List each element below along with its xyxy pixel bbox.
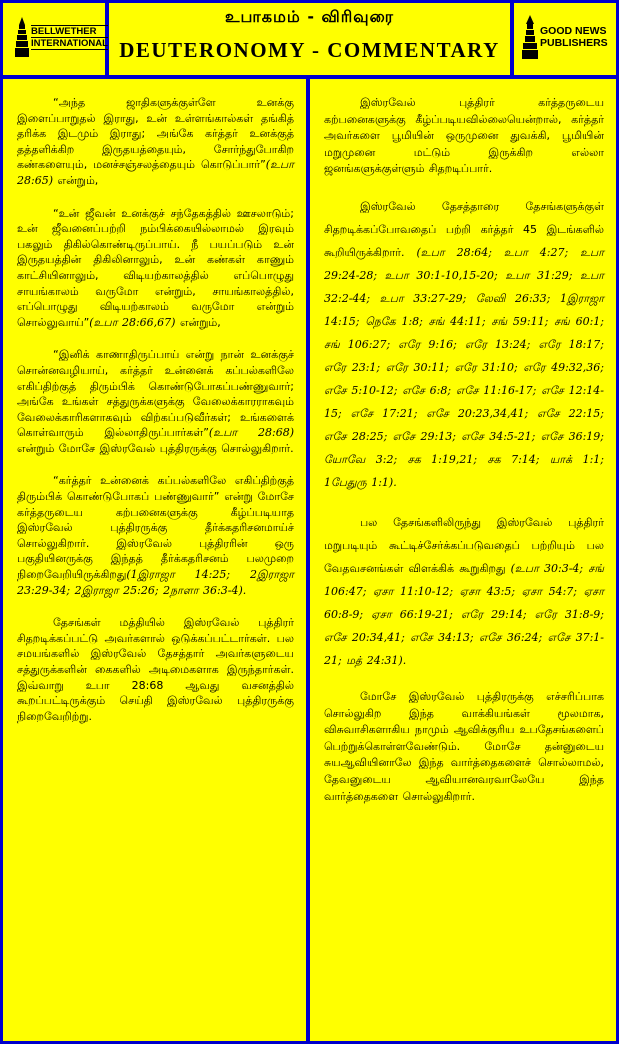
paragraph: மோசே இஸ்ரவேல் புத்திரருக்கு எச்சரிப்பாக சொல்லுகிற இந்த வாக்கியங்கள் மூலமாக, விசுவாசிகளாகிய நாமும் ஆவிக்குரிய உபதேசங்களைப் பெற்றுக்கொள்ளவேண்டும். மோசே தன்னுடைய சுயஆவியினாலே இந்த வார்த்தைகளைச் சொல்லாமல், தேவனுடைய ஆவியானவரவாலேயே இந்த வார்த்தைகளை சொல்லுகிறார். <box>324 689 604 803</box>
scripture-reference: (உபா 28:65) <box>17 158 294 187</box>
bellwether-logo <box>15 17 108 57</box>
left-logo-panel <box>3 3 108 75</box>
right-column <box>310 79 616 1041</box>
paragraph: “அந்த ஜாதிகளுக்குள்ளே உனக்கு இளைப்பாறுதல் இராது, உன் உள்ளங்கால்கள் தங்கித் தரிக்க இடமும் இராது; அங்கே கர்த்தர் உனக்குத் தத்தளிக்கிற இருதயத்தையும், சோர்ந்துபோகிற கண்களையும், மனச்சஞ்சலத்தையும் கொடுப்பார்”(உபா 28:65) என்றும், <box>17 96 294 187</box>
paragraph: “இனிக் காணாதிருப்பாய் என்று நான் உனக்குச் சொன்னவழியாய், கர்த்தர் உன்னைக் கப்பல்களிலே எகிப்திற்குத் திரும்பிக் கொண்டுபோகப்பண்ணுவார்; அங்கே உங்கள் சத்துருக்களுக்கு வேலைக்காரராகவும் வேலைக்காரிகளாகவும் விற்கப்படுவீர்கள்; உங்களைக் கொள்வாரும் இல்லாதிருப்பார்கள்”(உபா 28:68) என்றும் மோசே இஸ்ரவேல் புத்திரருக்கு சொல்லுகிறார். <box>17 348 294 455</box>
paragraph: “கர்த்தர் உன்னைக் கப்பல்களிலே எகிப்திற்குத் திரும்பிக் கொண்டுபோகப் பண்ணுவார்” என்று மோசே கர்த்தருடைய கற்பனைகளுக்கு கீழ்ப்படியாத இஸ்ரவேல் புத்திரருக்கு தீர்க்கதரிசனமாய்ச் சொல்லுகிறார். இஸ்ரவேல் புத்திரரின் ஒரு பகுதியினருக்கு இந்தத் தீர்க்கதரிசனம் பலமுறை நிறைவேறியிருக்கிறது(1இராஜா 14:25; 2இராஜா 23:29-34; 2இராஜா 25:26; 2நாளா 36:3-4). <box>17 474 294 597</box>
paragraph: தேசங்கள் மத்தியில் இஸ்ரவேல் புத்திரர் சிதறடிக்கப்பட்டு அவர்களால் ஒடுக்கப்பட்டார்கள். பல சமயங்களில் இஸ்ரவேல் தேசத்தார் அவர்களுடைய சத்துருக்களின் கைகளில் அடிமைகளாக இருந்தார்கள். இவ்வாறு உபா 28:68 ஆவது வசனத்தில் கூறப்பட்டிருக்கும் செய்தி இஸ்ரவேல் புத்திரருக்கு நிறைவேறிற்று. <box>17 616 294 723</box>
scripture-reference: (உபா 28:68) <box>208 426 294 440</box>
scripture-reference: (உபா 28:64; உபா 4:27; உபா 29:24-28; உபா 30:1-10,15-20; உபா 31:29; உபா 32:2-44; உபா 33:27-29; லேவி 26:33; 1இராஜா 14:15; நெகே 1:8; சங் 44:11; சங் 59:11; சங் 60:1; சங் 106:27; எரே 9:16; எரே 13:24; எரே 18:17; எரே 23:1; எரே 30:11; எரே 31:10; எரே 49:32,36; எசே 5:10-12; எசே 6:8; எசே 11:16-17; எசே 12:14-15; எசே 17:21; எசே 20:23,34,41; எசே 22:15; எசே 28:25; எசே 29:13; எசே 34:5-21; எசே 36:19; யோவே 3:2; சக 1:19,21; சக 7:14; யாக் 1:1; 1பேதுரு 1:1). <box>324 245 604 489</box>
paragraph: பல தேசங்களிலிருந்து இஸ்ரவேல் புத்திரர் மறுபடியும் கூட்டிச்சேர்க்கப்படுவதைப் பற்றியும் பல வேதவசனங்கள் விளக்கிக் கூறுகிறது (உபா 30:3-4; சங் 106:47; ஏசா 11:10-12; ஏசா 43:5; ஏசா 54:7; ஏசா 60:8-9; ஏசா 66:19-21; எரே 29:14; எரே 31:8-9; எசே 20:34,41; எசே 34:13; எசே 36:24; எசே 37:1-21; மத் 24:31). <box>324 515 604 667</box>
page-title-tamil: உபாகமம் - விரிவுரை <box>225 7 394 26</box>
right-logo-line1: GOOD NEWS <box>540 25 607 37</box>
scripture-reference: (உபா 30:3-4; சங் 106:47; ஏசா 11:10-12; ஏசா 43:5; ஏசா 54:7; ஏசா 60:8-9; ஏசா 66:19-21; எரே 29:14; எரே 31:8-9; எசே 20:34,41; எசே 34:13; எசே 36:24; எசே 37:1-21; மத் 24:31). <box>324 561 604 667</box>
right-logo-line2: PUBLISHERS <box>540 37 608 49</box>
tower-icon <box>522 15 538 59</box>
paragraph: இஸ்ரவேல் தேசத்தாரை தேசங்களுக்குள் சிதறடிக்கப்போவதைப் பற்றி கர்த்தர் 45 இடங்களில் கூறியிருக்கிறார். (உபா 28:64; உபா 4:27; உபா 29:24-28; உபா 30:1-10,15-20; உபா 31:29; உபா 32:2-44; உபா 33:27-29; லேவி 26:33; 1இராஜா 14:15; நெகே 1:8; சங் 44:11; சங் 59:11; சங் 60:1; சங் 106:27; எரே 9:16; எரே 13:24; எரே 18:17; எரே 23:1; எரே 30:11; எரே 31:10; எரே 49:32,36; எசே 5:10-12; எசே 6:8; எசே 11:16-17; எசே 12:14-15; எசே 17:21; எசே 20:23,34,41; எசே 22:15; எசே 28:25; எசே 29:13; எசே 34:5-21; எசே 36:19; யோவே 3:2; சக 1:19,21; சக 7:14; யாக் 1:1; 1பேதுரு 1:1). <box>324 199 604 489</box>
scripture-reference: (உபா 28:66,67) <box>89 315 176 329</box>
left-column <box>3 79 306 1041</box>
good-news-logo <box>522 15 608 59</box>
right-logo-panel <box>514 3 616 75</box>
tower-icon <box>15 17 29 57</box>
left-logo-line2: INTERNATIONAL <box>31 37 108 49</box>
left-logo-line1: BELLWETHER <box>31 25 108 37</box>
paragraph: “உன் ஜீவன் உனக்குச் சந்தேகத்தில் ஊசலாடும்; உன் ஜீவனைப்பற்றி நம்பிக்கையில்லாமல் இரவும் பகலும் திகில்கொண்டிருப்பாய். நீ பயப்படும் உன் இருதயத்தின் திகிலினாலும், உன் கண்கள் காணும் காட்சியினாலும், விடியற்காலத்தில் எப்பொழுது சாயங்காலம் வருமோ என்றும், சாயங்காலத்தில், எப்பொழுது விடியற்காலம் வருமோ என்றும் சொல்லுவாய்”(உபா 28:66,67) என்றும், <box>17 206 294 329</box>
paragraph: இஸ்ரவேல் புத்திரர் கர்த்தருடைய கற்பனைகளுக்கு கீழ்ப்படியவில்லையென்றால், கர்த்தர் அவர்களை பூமியின் ஒருமுனை துவக்கி, பூமியின் மறுமுனை மட்டும் இருக்கிற எல்லா ஜனங்களுக்குள்ளும் சிதறடிப்பார். <box>324 96 604 176</box>
header-title-panel <box>109 3 510 75</box>
page-title-english: DEUTERONOMY - COMMENTARY <box>119 38 500 62</box>
scripture-reference: (1இராஜா 14:25; 2இராஜா 23:29-34; 2இராஜா 25:26; 2நாளா 36:3-4). <box>17 568 294 597</box>
